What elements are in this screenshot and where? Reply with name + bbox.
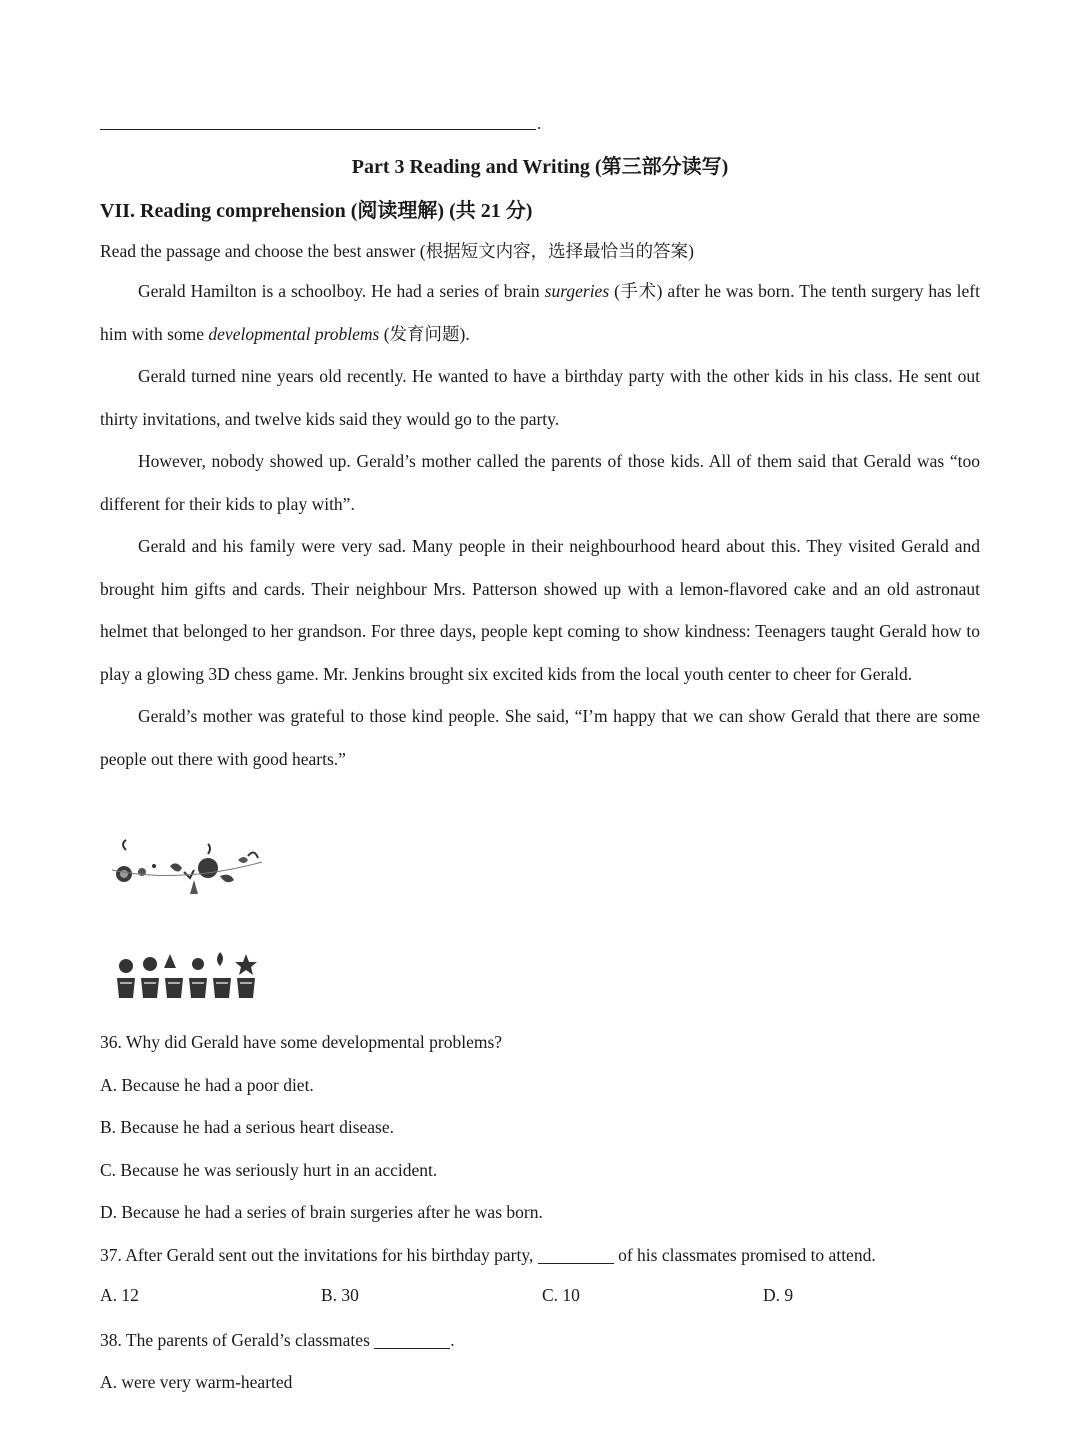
q38-text-a: 38. The parents of Gerald’s classmates [100,1330,375,1350]
q37-option-a: A. 12 [100,1285,139,1305]
q36-option-d: D. Because he had a series of brain surgeries after he was born. [100,1202,543,1222]
passage-paragraph-2: Gerald turned nine years old recently. He wanted to have a birthday party with the other kids in his class. He sent out thirty invitations, and twelve kids said they would go to the party. [100,366,980,429]
q38-option-a: A. were very warm-hearted [100,1372,293,1392]
section-title: VII. Reading comprehension (阅读理解) (共 21 分) [100,200,533,222]
garland-decoration-image [108,836,268,902]
question-37 [100,1243,876,1267]
part-title: Part 3 Reading and Writing (第三部分读写) [351,156,729,178]
question-38 [100,1328,455,1352]
q38-text-b: . [450,1330,455,1350]
q38-answer-blank [374,1332,450,1349]
q37-option-d: D. 9 [763,1285,794,1305]
passage-paragraph-5: Gerald’s mother was grateful to those kind people. She said, “I’m happy that we can show Gerald that there are some people out there with good hearts.” [100,706,980,769]
answer-blank-line [100,112,542,133]
q36-option-b: B. Because he had a serious heart disease. [100,1117,394,1137]
p1-text-b: (手术) after he was born. The tenth surgery has left him with some [100,281,980,344]
p1-term-surgeries: surgeries [544,281,610,301]
passage-paragraph-3: However, nobody showed up. Gerald’s mother called the parents of those kids. All of them said that Gerald was “too different for their kids to play with”. [100,451,980,514]
instruction-text: Read the passage and choose the best answer (根据短文内容，选择最恰当的答案) [100,241,694,261]
q36-option-a: A. Because he had a poor diet. [100,1075,314,1095]
p1-text-c: (发育问题). [379,323,470,344]
question-36: 36. Why did Gerald have some developmental problems? [100,1032,503,1052]
cupcakes-decoration-image [108,950,258,1004]
blank-rule [100,129,536,130]
q36-option-c: C. Because he was seriously hurt in an accident. [100,1160,438,1180]
blank-period: . [537,114,542,133]
q37-text-a: 37. After Gerald sent out the invitations for his birthday party, [100,1245,538,1265]
q37-text-b: of his classmates promised to attend. [613,1245,876,1265]
p1-text-a: Gerald Hamilton is a schoolboy. He had a series of brain [138,281,545,301]
p1-term-developmental: developmental problems [208,323,380,344]
passage-paragraph-4: Gerald and his family were very sad. Many people in their neighbourhood heard about this. They visited Gerald and brought him gifts and cards. Their neighbour Mrs. Patterson showed up with a lemon-flavored cake and an old astronaut helmet that belonged to her grandson. For three days, people kept coming to show kindness: Teenagers taught Gerald how to play a glowing 3D chess game. Mr. Jenkins brought six excited kids from the local youth center to cheer for Gerald. [100,536,980,684]
q37-options [100,1285,980,1309]
q37-answer-blank [538,1247,614,1264]
reading-passage [100,270,980,780]
q37-option-c: C. 10 [542,1285,580,1305]
passage-paragraph-1 [100,270,980,355]
q37-option-b: B. 30 [321,1285,359,1305]
